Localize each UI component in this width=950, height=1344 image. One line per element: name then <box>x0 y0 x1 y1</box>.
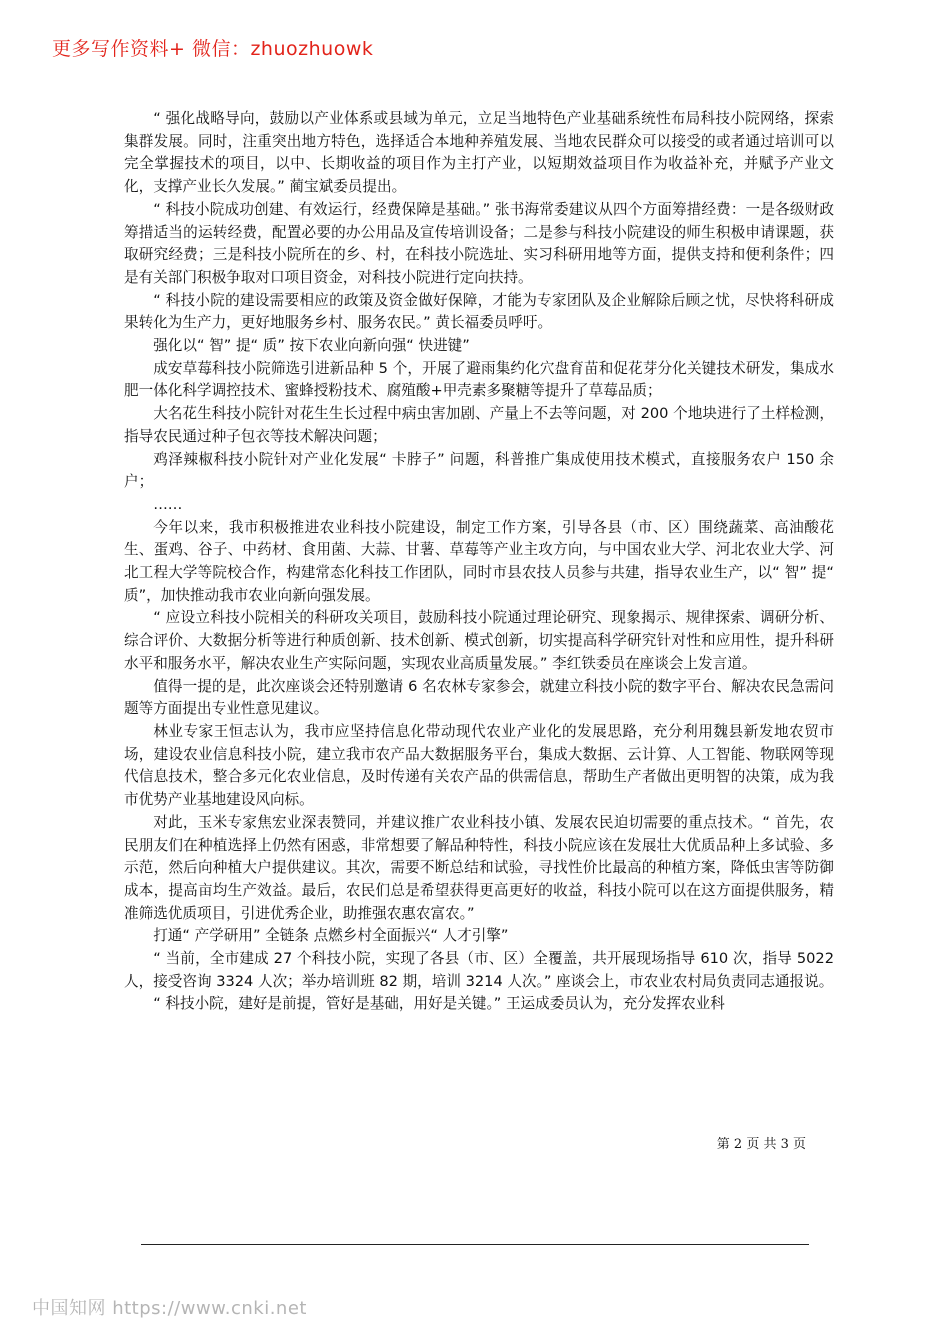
paragraph: “ 应设立科技小院相关的科研攻关项目，鼓励科技小院通过理论研究、现象揭示、规律探索、调研分析、综合评价、大数据分析等进行种质创新、技术创新、模式创新，切实提高科学研究针对性和应用性，提升科研水平和服务水平，解决农业生产实际问题，实现农业高质量发展。” 李红铁委员在座谈会上发言道。 <box>124 609 834 672</box>
paragraph: 林业专家王恒志认为，我市应坚持信息化带动现代农业产业化的发展思路，充分利用魏县新发地农贸市场，建设农业信息科技小院，建立我市农产品大数据服务平台，集成大数据、云计算、人工智能、物联网等现代信息技术，整合多元化农业信息，及时传递有关农产品的供需信息，帮助生产者做出更明智的决策，成为我市优势产业基地建设风向标。 <box>124 722 834 809</box>
page-number: 第 2 页 共 3 页 <box>716 1137 806 1152</box>
paragraph: 对此，玉米专家焦宏业深表赞同，并建议推广农业科技小镇、发展农民迫切需要的重点技术。“ 首先，农民朋友们在种植选择上仍然有困惑，非常想要了解品种特性，科技小院应该在发展壮大优质品种上多试验、多示范，然后向种植大户提供建议。其次，需要不断总结和试验，寻找性价比最高的种植方案，降低虫害等防御成本，提高亩均生产效益。最后，农民们总是希望获得更高更好的收益，科技小院可以在这方面提供服务，精准筛选优质项目，引进优秀企业，助推强农惠农富农。” <box>124 813 834 922</box>
paragraph: 成安草莓科技小院筛选引进新品种 5 个，开展了避雨集约化穴盘育苗和促花芽分化关键技术研发，集成水肥一体化科学调控技术、蜜蜂授粉技术、腐殖酸+甲壳素多聚糖等提升了草莓品质； <box>124 359 834 400</box>
paragraph: “ 强化战略导向，鼓励以产业体系或县域为单元，立足当地特色产业基础系统性布局科技小院网络，探索集群发展。同时，注重突出地方特色，选择适合本地种养殖发展、当地农民群众可以接受的或者通过培训可以完全掌握技术的项目，以中、长期收益的项目作为主打产业，以短期效益项目作为收益补充，并赋予产业文化，支撑产业长久发展。” 蔺宝斌委员提出。 <box>124 110 834 196</box>
paragraph: 值得一提的是，此次座谈会还特别邀请 6 名农林专家参会，就建立科技小院的数字平台、解决农民急需问题等方面提出专业性意见建议。 <box>124 677 834 718</box>
paragraph: 打通“ 产学研用” 全链条 点燃乡村全面振兴“ 人才引擎” <box>153 927 509 945</box>
paragraph: “ 科技小院成功创建、有效运行，经费保障是基础。” 张书海常委建议从四个方面筹措经费：一是各级财政筹措适当的运转经费，配置必要的办公用品及宣传培训设备；二是参与科技小院建设的师生积极申请课题，获取研究经费；三是科技小院所在的乡、村，在科技小院选址、实习科研用地等方面，提供支持和便利条件；四是有关部门积极争取对口项目资金，对科技小院进行定向扶持。 <box>124 200 834 286</box>
paragraph: 鸡泽辣椒科技小院针对产业化发展“ 卡脖子” 问题，科普推广集成使用技术模式，直接服务农户 150 余户； <box>124 450 834 491</box>
article-body <box>124 108 834 1016</box>
paragraph: …… <box>153 495 183 513</box>
cnki-watermark: 中国知网 https://www.cnki.net <box>32 1298 307 1319</box>
paragraph: 强化以“ 智” 提“ 质” 按下农业向新向强“ 快进键” <box>153 337 470 355</box>
footer-divider <box>141 1244 809 1245</box>
paragraph: “ 科技小院的建设需要相应的政策及资金做好保障，才能为专家团队及企业解除后顾之忧，尽快将科研成果转化为生产力，更好地服务乡村、服务农民。” 黄长福委员呼吁。 <box>124 291 834 332</box>
paragraph: 大名花生科技小院针对花生生长过程中病虫害加剧、产量上不去等问题，对 200 个地块进行了土样检测，指导农民通过种子包衣等技术解决问题； <box>124 405 834 445</box>
paragraph: “ 当前，全市建成 27 个科技小院，实现了各县（市、区）全覆盖，共开展现场指导 610 次，指导 5022 人，接受咨询 3324 人次；举办培训班 82 期，培训 3214 人次。” 座谈会上，市农业农村局负责同志通报说。 <box>124 950 834 990</box>
promo-banner: 更多写作资料+ 微信：zhuozhuowk <box>52 38 374 60</box>
paragraph: 今年以来，我市积极推进农业科技小院建设，制定工作方案，引导各县（市、区）围绕蔬菜、高油酸花生、蛋鸡、谷子、中药材、食用菌、大蒜、甘薯、草莓等产业主攻方向，与中国农业大学、河北农业大学、河北工程大学等院校合作，构建常态化科技工作团队，同时市县农技人员参与共建，指导农业生产，以“ 智” 提“ 质”，加快推动我市农业向新向强发展。 <box>124 518 834 604</box>
paragraph: “ 科技小院，建好是前提，管好是基础，用好是关键。” 王运成委员认为，充分发挥农业科 <box>153 995 725 1013</box>
